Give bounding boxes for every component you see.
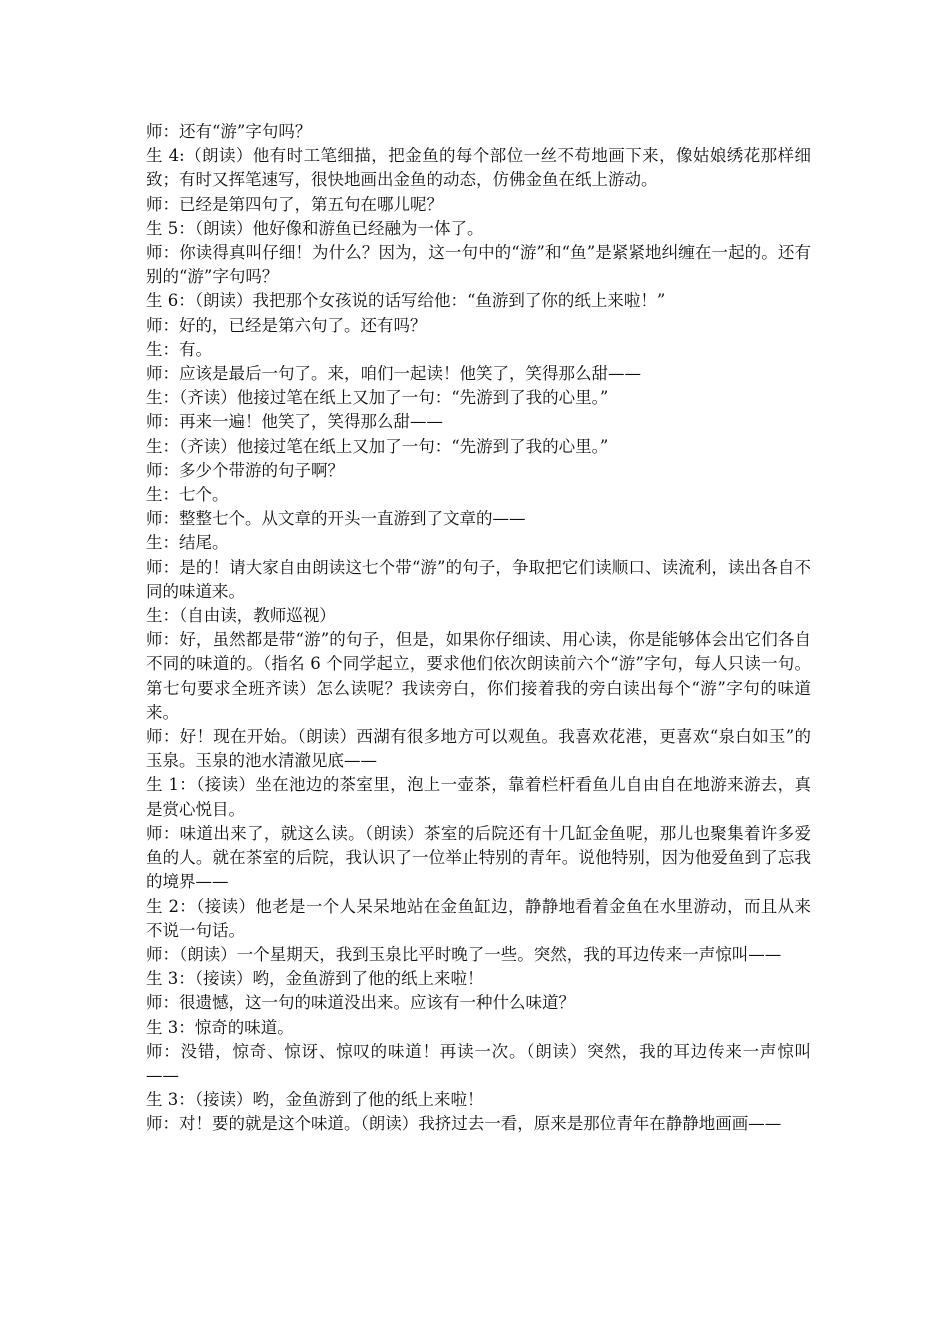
dialogue-line: 师：（朗读）一个星期天，我到玉泉比平时晚了一些。突然，我的耳边传来一声惊叫—— [146, 944, 782, 964]
dialogue-line: 生 3：（接读）哟，金鱼游到了他的纸上来啦！ [146, 969, 484, 989]
dialogue-line: 师：对！要的就是这个味道。（朗读）我挤过去一看，原来是那位青年在静静地画画—— [146, 1114, 782, 1134]
dialogue-line: 师：应该是最后一句了。来，咱们一起读！他笑了，笑得那么甜—— [146, 364, 641, 384]
dialogue-line: 生 3：惊奇的味道。 [146, 1017, 294, 1037]
dialogue-line: 师：已经是第四句了，第五句在哪儿呢？ [146, 194, 443, 214]
dialogue-line: 师：还有“游”字句吗？ [146, 122, 312, 141]
dialogue-line: 生 6：（朗读）我把那个女孩说的话写给他：“鱼游到了你的纸上来啦！” [146, 291, 666, 311]
dialogue-line: 生 2：（接读）他老是一个人呆呆地站在金鱼缸边，静静地看着金鱼在水里游动，而且从来不说一句话。 [146, 896, 811, 940]
dialogue-line: 生：（自由读，教师巡视） [146, 606, 336, 626]
dialogue-line: 师：没错，惊奇、惊讶、惊叹的味道！再读一次。（朗读）突然，我的耳边传来一声惊叫—— [146, 1041, 811, 1085]
dialogue-line: 师：好的，已经是第六句了。还有吗？ [146, 315, 427, 335]
dialogue-line: 师：多少个带游的句子啊？ [146, 460, 344, 480]
dialogue-line: 师：整整七个。从文章的开头一直游到了文章的—— [146, 509, 526, 529]
dialogue-line: 生：结尾。 [146, 533, 229, 553]
dialogue-line: 生 3：（接读）哟，金鱼游到了他的纸上来啦！ [146, 1090, 484, 1110]
dialogue-line: 生：七个。 [146, 485, 229, 505]
document-page [146, 120, 811, 1137]
dialogue-line: 师：是的！请大家自由朗读这七个带“游”的句子，争取把它们读顺口、读流利，读出各自不同的味道来。 [146, 557, 811, 601]
dialogue-line: 生 1：（接读）坐在池边的茶室里，泡上一壶茶，靠着栏杆看鱼儿自由自在地游来游去，真是赏心悦目。 [146, 775, 811, 819]
dialogue-line: 生：（齐读）他接过笔在纸上又加了一句：“先游到了我的心里。” [146, 436, 609, 456]
dialogue-line: 生：有。 [146, 339, 212, 359]
dialogue-line: 师：好，虽然都是带“游”的句子，但是，如果你仔细读、用心读，你是能够体会出它们各自不同的味道的。（指名 6 个同学起立，要求他们依次朗读前六个“游”字句，每人只读一句。第七句要求全班齐读）怎么读呢？我读旁白，你们接着我的旁白读出每个“游”字句的味道来。 [146, 630, 811, 722]
dialogue-line: 生 5：（朗读）他好像和游鱼已经融为一体了。 [146, 218, 484, 238]
dialogue-line: 师：很遗憾，这一句的味道没出来。应该有一种什么味道？ [146, 993, 575, 1013]
dialogue-line: 师：再来一遍！他笑了，笑得那么甜—— [146, 412, 443, 432]
dialogue-line: 生 4:（朗读）他有时工笔细描，把金鱼的每个部位一丝不苟地画下来，像姑娘绣花那样细致；有时又挥笔速写，很快地画出金鱼的动态，仿佛金鱼在纸上游动。 [146, 146, 811, 190]
dialogue-line: 师：好！现在开始。（朗读）西湖有很多地方可以观鱼。我喜欢花港，更喜欢“泉白如玉”的玉泉。玉泉的池水清澈见底—— [146, 727, 811, 771]
dialogue-line: 生：（齐读）他接过笔在纸上又加了一句：“先游到了我的心里。” [146, 388, 609, 408]
dialogue-line: 师：味道出来了，就这么读。（朗读）茶室的后院还有十几缸金鱼呢，那儿也聚集着许多爱鱼的人。就在茶室的后院，我认识了一位举止特别的青年。说他特别，因为他爱鱼到了忘我的境界—— [146, 823, 811, 892]
dialogue-line: 师：你读得真叫仔细！为什么？因为，这一句中的“游”和“鱼”是紧紧地纠缠在一起的。还有别的“游”字句吗？ [146, 243, 811, 287]
